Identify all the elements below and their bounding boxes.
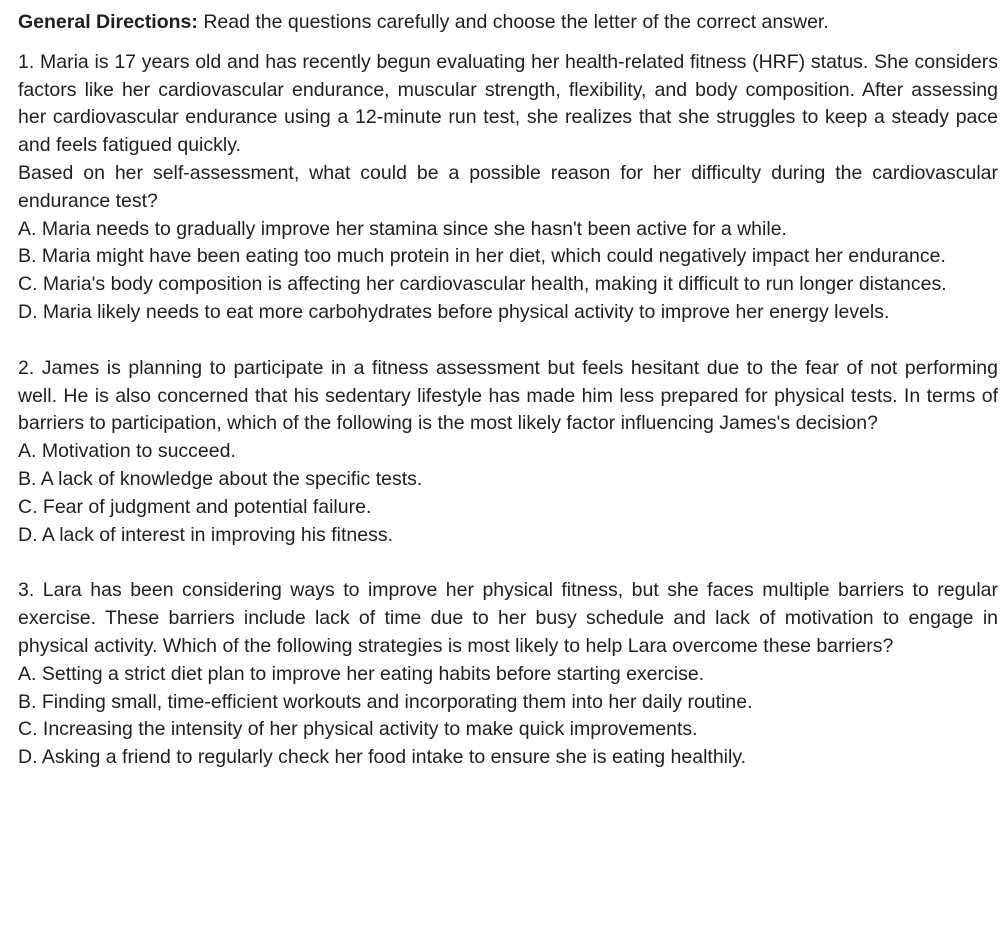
question-1-option-a[interactable]: A. Maria needs to gradually improve her stamina since she hasn't been active for a while.: [18, 217, 787, 240]
question-3-option-b[interactable]: B. Finding small, time-efficient workouts and incorporating them into her daily routine.: [18, 690, 753, 713]
question-3: [18, 577, 998, 772]
question-2-option-c[interactable]: C. Fear of judgment and potential failure.: [18, 495, 372, 518]
question-3-option-c[interactable]: C. Increasing the intensity of her physical activity to make quick improvements.: [18, 718, 698, 741]
question-3-option-d[interactable]: D. Asking a friend to regularly check her food intake to ensure she is eating healthily.: [18, 746, 747, 769]
question-3-option-a[interactable]: A. Setting a strict diet plan to improve her eating habits before starting exercise.: [18, 662, 705, 685]
question-1: [18, 49, 998, 327]
question-2: [18, 355, 998, 550]
question-1-prompt: Based on her self-assessment, what could be a possible reason for her difficulty during the cardiovascular endurance test?: [18, 161, 998, 212]
question-2-option-b[interactable]: B. A lack of knowledge about the specific tests.: [18, 467, 423, 490]
question-1-option-b[interactable]: B. Maria might have been eating too much protein in her diet, which could negatively impact her endurance.: [18, 245, 946, 268]
question-2-option-d[interactable]: D. A lack of interest in improving his fitness.: [18, 523, 393, 546]
directions-label: General Directions:: [18, 11, 198, 33]
worksheet-page: [18, 9, 998, 772]
general-directions: [18, 9, 998, 37]
question-1-option-c[interactable]: C. Maria's body composition is affecting her cardiovascular health, making it difficult to run longer distances.: [18, 273, 947, 296]
directions-text: Read the questions carefully and choose the letter of the correct answer.: [203, 11, 829, 33]
question-1-stem: 1. Maria is 17 years old and has recently begun evaluating her health-related fitness (HRF) status. She considers factors like her cardiovascular endurance, muscular strength, flexibility, and body composition. After assessing her cardiovascular endurance using a 12-minute run test, she realizes that she struggles to keep a steady pace and feels fatigued quickly.: [18, 50, 998, 157]
question-1-option-d[interactable]: D. Maria likely needs to eat more carbohydrates before physical activity to improve her energy levels.: [18, 300, 890, 323]
question-2-stem: 2. James is planning to participate in a fitness assessment but feels hesitant due to the fear of not performing well. He is also concerned that his sedentary lifestyle has made him less prepared for physical tests. In terms of barriers to participation, which of the following is the most likely factor influencing James's decision?: [18, 356, 998, 435]
question-3-stem: 3. Lara has been considering ways to improve her physical fitness, but she faces multiple barriers to regular exercise. These barriers include lack of time due to her busy schedule and lack of motivation to engage in physical activity. Which of the following strategies is most likely to help Lara overcome these barriers?: [18, 579, 998, 657]
question-2-option-a[interactable]: A. Motivation to succeed.: [18, 440, 236, 463]
